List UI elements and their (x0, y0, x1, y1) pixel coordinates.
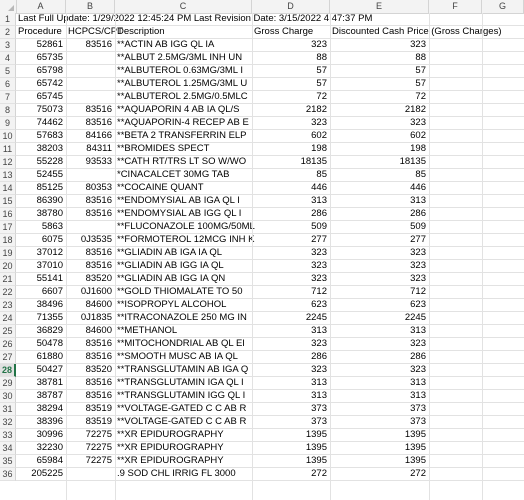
cell-procedure[interactable]: 38396 (36, 416, 63, 427)
table-row (16, 208, 524, 221)
cell-gross-charge[interactable]: 277 (311, 234, 327, 245)
column-header-e[interactable]: E (330, 0, 429, 13)
cell-gross-charge[interactable]: 313 (311, 377, 327, 388)
cell-gross-charge[interactable]: 272 (311, 468, 327, 479)
cell-description[interactable]: **GLIADIN AB IGG IA QN (117, 273, 226, 284)
cell-hcpcs[interactable]: 84166 (85, 130, 112, 141)
row-header-33[interactable]: 33 (0, 429, 16, 442)
cell-hcpcs[interactable]: 83520 (85, 273, 112, 284)
cell-description[interactable]: **TRANSGLUTAMIN IGG QL I (117, 390, 246, 401)
table-row (16, 182, 524, 195)
cell-hcpcs[interactable]: 0J3535 (80, 234, 112, 245)
grid-line (252, 13, 253, 500)
table-row (16, 403, 524, 416)
cell-gross-charge[interactable]: 1395 (305, 429, 327, 440)
table-row (16, 390, 524, 403)
column-header-g[interactable]: G (482, 0, 524, 13)
row-header-22[interactable]: 22 (0, 286, 16, 299)
cell-procedure[interactable]: 36829 (36, 325, 63, 336)
cell-procedure[interactable]: 52861 (36, 39, 63, 50)
cell-procedure[interactable]: 38781 (36, 377, 63, 388)
cell-gross-charge[interactable]: 323 (311, 273, 327, 284)
header-gross-charge[interactable]: Gross Charge (254, 26, 314, 37)
cell-procedure[interactable]: 6075 (41, 234, 63, 245)
table-row (16, 416, 524, 429)
cell-procedure[interactable]: 55228 (36, 156, 63, 167)
row-header-4[interactable]: 4 (0, 52, 16, 65)
cell-discounted-price[interactable]: 602 (410, 130, 426, 141)
cell-description[interactable]: **TRANSGLUTAMIN IGA QL I (117, 377, 244, 388)
header-procedure[interactable]: Procedure (18, 26, 62, 37)
row-header-21[interactable]: 21 (0, 273, 16, 286)
cell-hcpcs[interactable]: 83516 (85, 338, 112, 349)
cell-hcpcs[interactable]: 83520 (85, 364, 112, 375)
cell-gross-charge[interactable]: 509 (311, 221, 327, 232)
cell-hcpcs[interactable]: 84600 (85, 299, 112, 310)
cell-description[interactable]: **GLIADIN AB IGG IA QL (117, 260, 224, 271)
row-header-24[interactable]: 24 (0, 312, 16, 325)
cell-description[interactable]: **ISOPROPYL ALCOHOL (117, 299, 227, 310)
cell-discounted-price[interactable]: 623 (410, 299, 426, 310)
cell-procedure[interactable]: 38203 (36, 143, 63, 154)
table-row (16, 286, 524, 299)
cell-discounted-price[interactable]: 85 (415, 169, 426, 180)
table-row (16, 351, 524, 364)
header-description[interactable]: Description (117, 26, 165, 37)
select-all-corner[interactable] (0, 0, 17, 13)
cell-hcpcs[interactable]: 83516 (85, 104, 112, 115)
row-header-23[interactable]: 23 (0, 299, 16, 312)
table-row (16, 143, 524, 156)
cell-description[interactable]: **AQUAPORIN-4 RECEP AB E (117, 117, 249, 128)
cell-discounted-price[interactable]: 323 (410, 338, 426, 349)
table-row (16, 364, 524, 377)
row-header-20[interactable]: 20 (0, 260, 16, 273)
cell-description[interactable]: **ALBUT 2.5MG/3ML INH UN (117, 52, 243, 63)
cell-gross-charge[interactable]: 323 (311, 39, 327, 50)
cell-procedure[interactable]: 71355 (36, 312, 63, 323)
row-header-16[interactable]: 16 (0, 208, 16, 221)
table-row (16, 117, 524, 130)
cell-description[interactable]: **ENDOMYSIAL AB IGA QL I (117, 195, 240, 206)
cell-discounted-price[interactable]: 72 (415, 91, 426, 102)
cell-hcpcs[interactable]: 83516 (85, 377, 112, 388)
row-header-29[interactable]: 29 (0, 377, 16, 390)
cell-gross-charge[interactable]: 323 (311, 247, 327, 258)
row-header-30[interactable]: 30 (0, 390, 16, 403)
cell-procedure[interactable]: 50478 (36, 338, 63, 349)
cell-discounted-price[interactable]: 323 (410, 247, 426, 258)
table-row (16, 91, 524, 104)
cell-procedure[interactable]: 52455 (36, 169, 63, 180)
cell-hcpcs[interactable]: 83516 (85, 39, 112, 50)
cell-description[interactable]: **XR EPIDUROGRAPHY (117, 442, 224, 453)
cell-gross-charge[interactable]: 446 (311, 182, 327, 193)
grid-line (66, 13, 67, 500)
cell-procedure[interactable]: 65798 (36, 65, 63, 76)
column-header-f[interactable]: F (429, 0, 482, 13)
cell-hcpcs[interactable] (66, 52, 112, 64)
cell-hcpcs[interactable] (66, 78, 112, 90)
cell-description[interactable]: **ENDOMYSIAL AB IGG QL I (117, 208, 242, 219)
table-row (16, 312, 524, 325)
cell-procedure[interactable]: 65984 (36, 455, 63, 466)
cell-discounted-price[interactable]: 323 (410, 273, 426, 284)
cell-description[interactable]: **FLUCONAZOLE 100MG/50ML (117, 221, 255, 232)
cell-procedure[interactable]: 38787 (36, 390, 63, 401)
cell-procedure[interactable]: 86390 (36, 195, 63, 206)
cell-description[interactable]: **BETA 2 TRANSFERRIN ELP (117, 130, 247, 141)
cell-gross-charge[interactable]: 712 (311, 286, 327, 297)
cell-hcpcs[interactable]: 83516 (85, 247, 112, 258)
cell-description[interactable]: **ITRACONAZOLE 250 MG IN (117, 312, 247, 323)
cell-description[interactable]: **BROMIDES SPECT (117, 143, 210, 154)
last-update-text[interactable]: Last Full Update: 1/29/2022 12:45:24 PM Last Revision Date: 3/15/2022 4:47:37 PM (18, 13, 373, 24)
row-header-8[interactable]: 8 (0, 104, 16, 117)
row-header-12[interactable]: 12 (0, 156, 16, 169)
cell-hcpcs[interactable] (66, 169, 112, 181)
cell-description[interactable]: **METHANOL (117, 325, 178, 336)
cell-procedure[interactable]: 37012 (36, 247, 63, 258)
table-row (16, 468, 524, 481)
grid-line (429, 13, 430, 500)
cell-description[interactable]: **SMOOTH MUSC AB IA QL (117, 351, 238, 362)
cell-description[interactable]: **ACTIN AB IGG QL IA (117, 39, 215, 50)
table-row (16, 429, 524, 442)
row-header-19[interactable]: 19 (0, 247, 16, 260)
cell-gross-charge[interactable]: 323 (311, 117, 327, 128)
cell-procedure[interactable]: 85125 (36, 182, 63, 193)
cell-gross-charge[interactable]: 313 (311, 325, 327, 336)
row-header-2[interactable]: 2 (0, 26, 16, 39)
cell-discounted-price[interactable]: 2245 (404, 312, 426, 323)
cell-gross-charge[interactable]: 373 (311, 416, 327, 427)
row-header-35[interactable]: 35 (0, 455, 16, 468)
cell-hcpcs[interactable]: 84600 (85, 325, 112, 336)
row-header-5[interactable]: 5 (0, 65, 16, 78)
cell-discounted-price[interactable]: 88 (415, 52, 426, 63)
cell-procedure[interactable]: 65745 (36, 91, 63, 102)
row-header-11[interactable]: 11 (0, 143, 16, 156)
cell-procedure[interactable]: 205225 (31, 468, 63, 479)
cell-procedure[interactable]: 32230 (36, 442, 63, 453)
cell-discounted-price[interactable]: 1395 (404, 442, 426, 453)
cell-discounted-price[interactable]: 323 (410, 39, 426, 50)
cell-hcpcs[interactable]: 83516 (85, 195, 112, 206)
cell-gross-charge[interactable]: 623 (311, 299, 327, 310)
table-row (16, 78, 524, 91)
table-row (16, 195, 524, 208)
row-header-7[interactable]: 7 (0, 91, 16, 104)
cell-gross-charge[interactable]: 286 (311, 208, 327, 219)
cell-description[interactable]: **XR EPIDUROGRAPHY (117, 455, 224, 466)
cell-gross-charge[interactable]: 2182 (305, 104, 327, 115)
column-header-d[interactable]: D (252, 0, 330, 13)
cell-hcpcs[interactable]: 83519 (85, 416, 112, 427)
row-header-34[interactable]: 34 (0, 442, 16, 455)
cell-procedure[interactable]: 65735 (36, 52, 63, 63)
cell-gross-charge[interactable]: 85 (316, 169, 327, 180)
cell-hcpcs[interactable]: 0J1600 (80, 286, 112, 297)
cell-description[interactable]: **AQUAPORIN 4 AB IA QL/S (117, 104, 240, 115)
cell-discounted-price[interactable]: 57 (415, 65, 426, 76)
row-header-6[interactable]: 6 (0, 78, 16, 91)
table-row (16, 221, 524, 234)
cell-description[interactable]: **TRANSGLUTAMIN AB IGA Q (117, 364, 249, 375)
cell-hcpcs[interactable]: 83516 (85, 390, 112, 401)
cell-hcpcs[interactable]: 72275 (85, 455, 112, 466)
cell-gross-charge[interactable]: 602 (311, 130, 327, 141)
cell-discounted-price[interactable]: 373 (410, 403, 426, 414)
cell-procedure[interactable]: 65742 (36, 78, 63, 89)
cell-discounted-price[interactable]: 1395 (404, 455, 426, 466)
cell-gross-charge[interactable]: 57 (316, 78, 327, 89)
row-header-18[interactable]: 18 (0, 234, 16, 247)
cell-discounted-price[interactable]: 313 (410, 377, 426, 388)
cell-procedure[interactable]: 6607 (41, 286, 63, 297)
cell-procedure[interactable]: 38294 (36, 403, 63, 414)
table-row (16, 13, 524, 26)
cell-gross-charge[interactable]: 198 (311, 143, 327, 154)
cell-description[interactable]: **COCAINE QUANT (117, 182, 204, 193)
row-header-13[interactable]: 13 (0, 169, 16, 182)
cell-description[interactable]: **GLIADIN AB IGA IA QL (117, 247, 223, 258)
cell-gross-charge[interactable]: 88 (316, 52, 327, 63)
row-header-14[interactable]: 14 (0, 182, 16, 195)
cell-hcpcs[interactable]: 84311 (86, 143, 112, 154)
cell-gross-charge[interactable]: 2245 (305, 312, 327, 323)
cell-gross-charge[interactable]: 57 (316, 65, 327, 76)
row-header-9[interactable]: 9 (0, 117, 16, 130)
cell-gross-charge[interactable]: 18135 (300, 156, 327, 167)
cell-gross-charge[interactable]: 373 (311, 403, 327, 414)
cell-description[interactable]: **ALBUTEROL 1.25MG/3ML U (117, 78, 248, 89)
table-row (16, 325, 524, 338)
cell-hcpcs[interactable] (66, 91, 112, 103)
cell-discounted-price[interactable]: 2182 (404, 104, 426, 115)
cell-hcpcs[interactable]: 83516 (85, 208, 112, 219)
header-hcpcs[interactable]: HCPCS/CPT (68, 26, 123, 37)
table-row (16, 377, 524, 390)
cell-description[interactable]: .9 SOD CHL IRRIG FL 3000 (117, 468, 236, 479)
cell-discounted-price[interactable]: 712 (410, 286, 426, 297)
cell-hcpcs[interactable]: 83516 (85, 260, 112, 271)
cell-discounted-price[interactable]: 323 (410, 260, 426, 271)
row-header-32[interactable]: 32 (0, 416, 16, 429)
cell-discounted-price[interactable]: 313 (410, 390, 426, 401)
cell-procedure[interactable]: 5863 (41, 221, 63, 232)
cell-procedure[interactable]: 38780 (36, 208, 63, 219)
cell-procedure[interactable]: 55141 (36, 273, 63, 284)
cell-discounted-price[interactable]: 446 (410, 182, 426, 193)
cell-hcpcs[interactable]: 80353 (85, 182, 112, 193)
cell-hcpcs[interactable] (66, 221, 112, 233)
cell-gross-charge[interactable]: 1395 (305, 442, 327, 453)
cell-discounted-price[interactable]: 323 (410, 364, 426, 375)
cell-discounted-price[interactable]: 323 (410, 117, 426, 128)
cell-procedure[interactable]: 57683 (36, 130, 63, 141)
cell-gross-charge[interactable]: 72 (316, 91, 327, 102)
cell-gross-charge[interactable]: 313 (311, 390, 327, 401)
cell-description[interactable]: **ALBUTEROL 2.5MG/0.5MLC (117, 91, 248, 102)
header-discounted-cash-price[interactable]: Discounted Cash Price (Gross Charges) (332, 26, 502, 37)
table-row (16, 26, 524, 39)
row-header-15[interactable]: 15 (0, 195, 16, 208)
cell-discounted-price[interactable]: 313 (410, 195, 426, 206)
cell-description[interactable]: **MITOCHONDRIAL AB QL EI (117, 338, 245, 349)
grid-line (482, 13, 483, 500)
cell-description[interactable]: *CINACALCET 30MG TAB (117, 169, 230, 180)
table-row (16, 130, 524, 143)
cell-hcpcs[interactable] (66, 468, 112, 480)
cell-procedure[interactable]: 61880 (36, 351, 63, 362)
cell-description[interactable]: **ALBUTEROL 0.63MG/3ML I (117, 65, 244, 76)
cell-discounted-price[interactable]: 373 (410, 416, 426, 427)
cell-hcpcs[interactable]: 93533 (85, 156, 112, 167)
cell-discounted-price[interactable]: 272 (410, 468, 426, 479)
cell-hcpcs[interactable] (66, 65, 112, 77)
table-row (16, 52, 524, 65)
table-row (16, 39, 524, 52)
cell-procedure[interactable]: 30996 (36, 429, 63, 440)
cell-gross-charge[interactable]: 323 (311, 364, 327, 375)
cell-gross-charge[interactable]: 323 (311, 260, 327, 271)
cell-hcpcs[interactable]: 0J1835 (80, 312, 112, 323)
cell-description[interactable]: **GOLD THIOMALATE TO 50 (117, 286, 243, 297)
row-header-28[interactable]: 28 (0, 364, 16, 377)
cell-discounted-price[interactable]: 313 (410, 325, 426, 336)
cell-discounted-price[interactable]: 286 (410, 351, 426, 362)
row-header-1[interactable]: 1 (0, 13, 16, 26)
table-row (16, 299, 524, 312)
row-header-25[interactable]: 25 (0, 325, 16, 338)
cell-discounted-price[interactable]: 277 (410, 234, 426, 245)
row-header-31[interactable]: 31 (0, 403, 16, 416)
cell-gross-charge[interactable]: 1395 (305, 455, 327, 466)
cell-discounted-price[interactable]: 286 (410, 208, 426, 219)
cell-description[interactable]: **VOLTAGE-GATED C C AB R (117, 403, 247, 414)
row-header-27[interactable]: 27 (0, 351, 16, 364)
cell-procedure[interactable]: 74462 (36, 117, 63, 128)
column-header-c[interactable]: C (115, 0, 252, 13)
cell-description[interactable]: **FORMOTEROL 12MCG INH K (117, 234, 255, 245)
cell-hcpcs[interactable]: 83516 (85, 117, 112, 128)
table-row (16, 169, 524, 182)
cell-gross-charge[interactable]: 313 (311, 195, 327, 206)
cell-hcpcs[interactable]: 72275 (85, 442, 112, 453)
cell-gross-charge[interactable]: 286 (311, 351, 327, 362)
row-header-10[interactable]: 10 (0, 130, 16, 143)
row-header-36[interactable]: 36 (0, 468, 16, 481)
table-row (16, 260, 524, 273)
row-header-17[interactable]: 17 (0, 221, 16, 234)
table-row (16, 247, 524, 260)
table-row (16, 65, 524, 78)
cell-discounted-price[interactable]: 57 (415, 78, 426, 89)
cell-description[interactable]: **VOLTAGE-GATED C C AB R (117, 416, 247, 427)
cell-procedure[interactable]: 50427 (36, 364, 63, 375)
table-row (16, 104, 524, 117)
cell-procedure[interactable]: 38496 (36, 299, 63, 310)
table-row (16, 273, 524, 286)
cell-hcpcs[interactable]: 83516 (85, 351, 112, 362)
column-header-b[interactable]: B (66, 0, 115, 13)
cell-procedure[interactable]: 37010 (36, 260, 63, 271)
cell-discounted-price[interactable]: 18135 (399, 156, 426, 167)
cell-gross-charge[interactable]: 323 (311, 338, 327, 349)
cell-procedure[interactable]: 75073 (36, 104, 63, 115)
cell-discounted-price[interactable]: 509 (410, 221, 426, 232)
row-header-26[interactable]: 26 (0, 338, 16, 351)
column-header-a[interactable]: A (16, 0, 66, 13)
table-row (16, 156, 524, 169)
grid-line (330, 13, 331, 500)
table-row (16, 442, 524, 455)
cell-description[interactable]: **CATH RT/TRS LT SO W/WO (117, 156, 247, 167)
table-row (16, 234, 524, 247)
cell-discounted-price[interactable]: 198 (410, 143, 426, 154)
table-row (16, 455, 524, 468)
cell-discounted-price[interactable]: 1395 (404, 429, 426, 440)
grid-line (115, 13, 116, 500)
row-header-3[interactable]: 3 (0, 39, 16, 52)
column-header-bar (0, 0, 524, 14)
cell-hcpcs[interactable]: 72275 (85, 429, 112, 440)
cell-description[interactable]: **XR EPIDUROGRAPHY (117, 429, 224, 440)
cell-hcpcs[interactable]: 83519 (85, 403, 112, 414)
table-row (16, 338, 524, 351)
